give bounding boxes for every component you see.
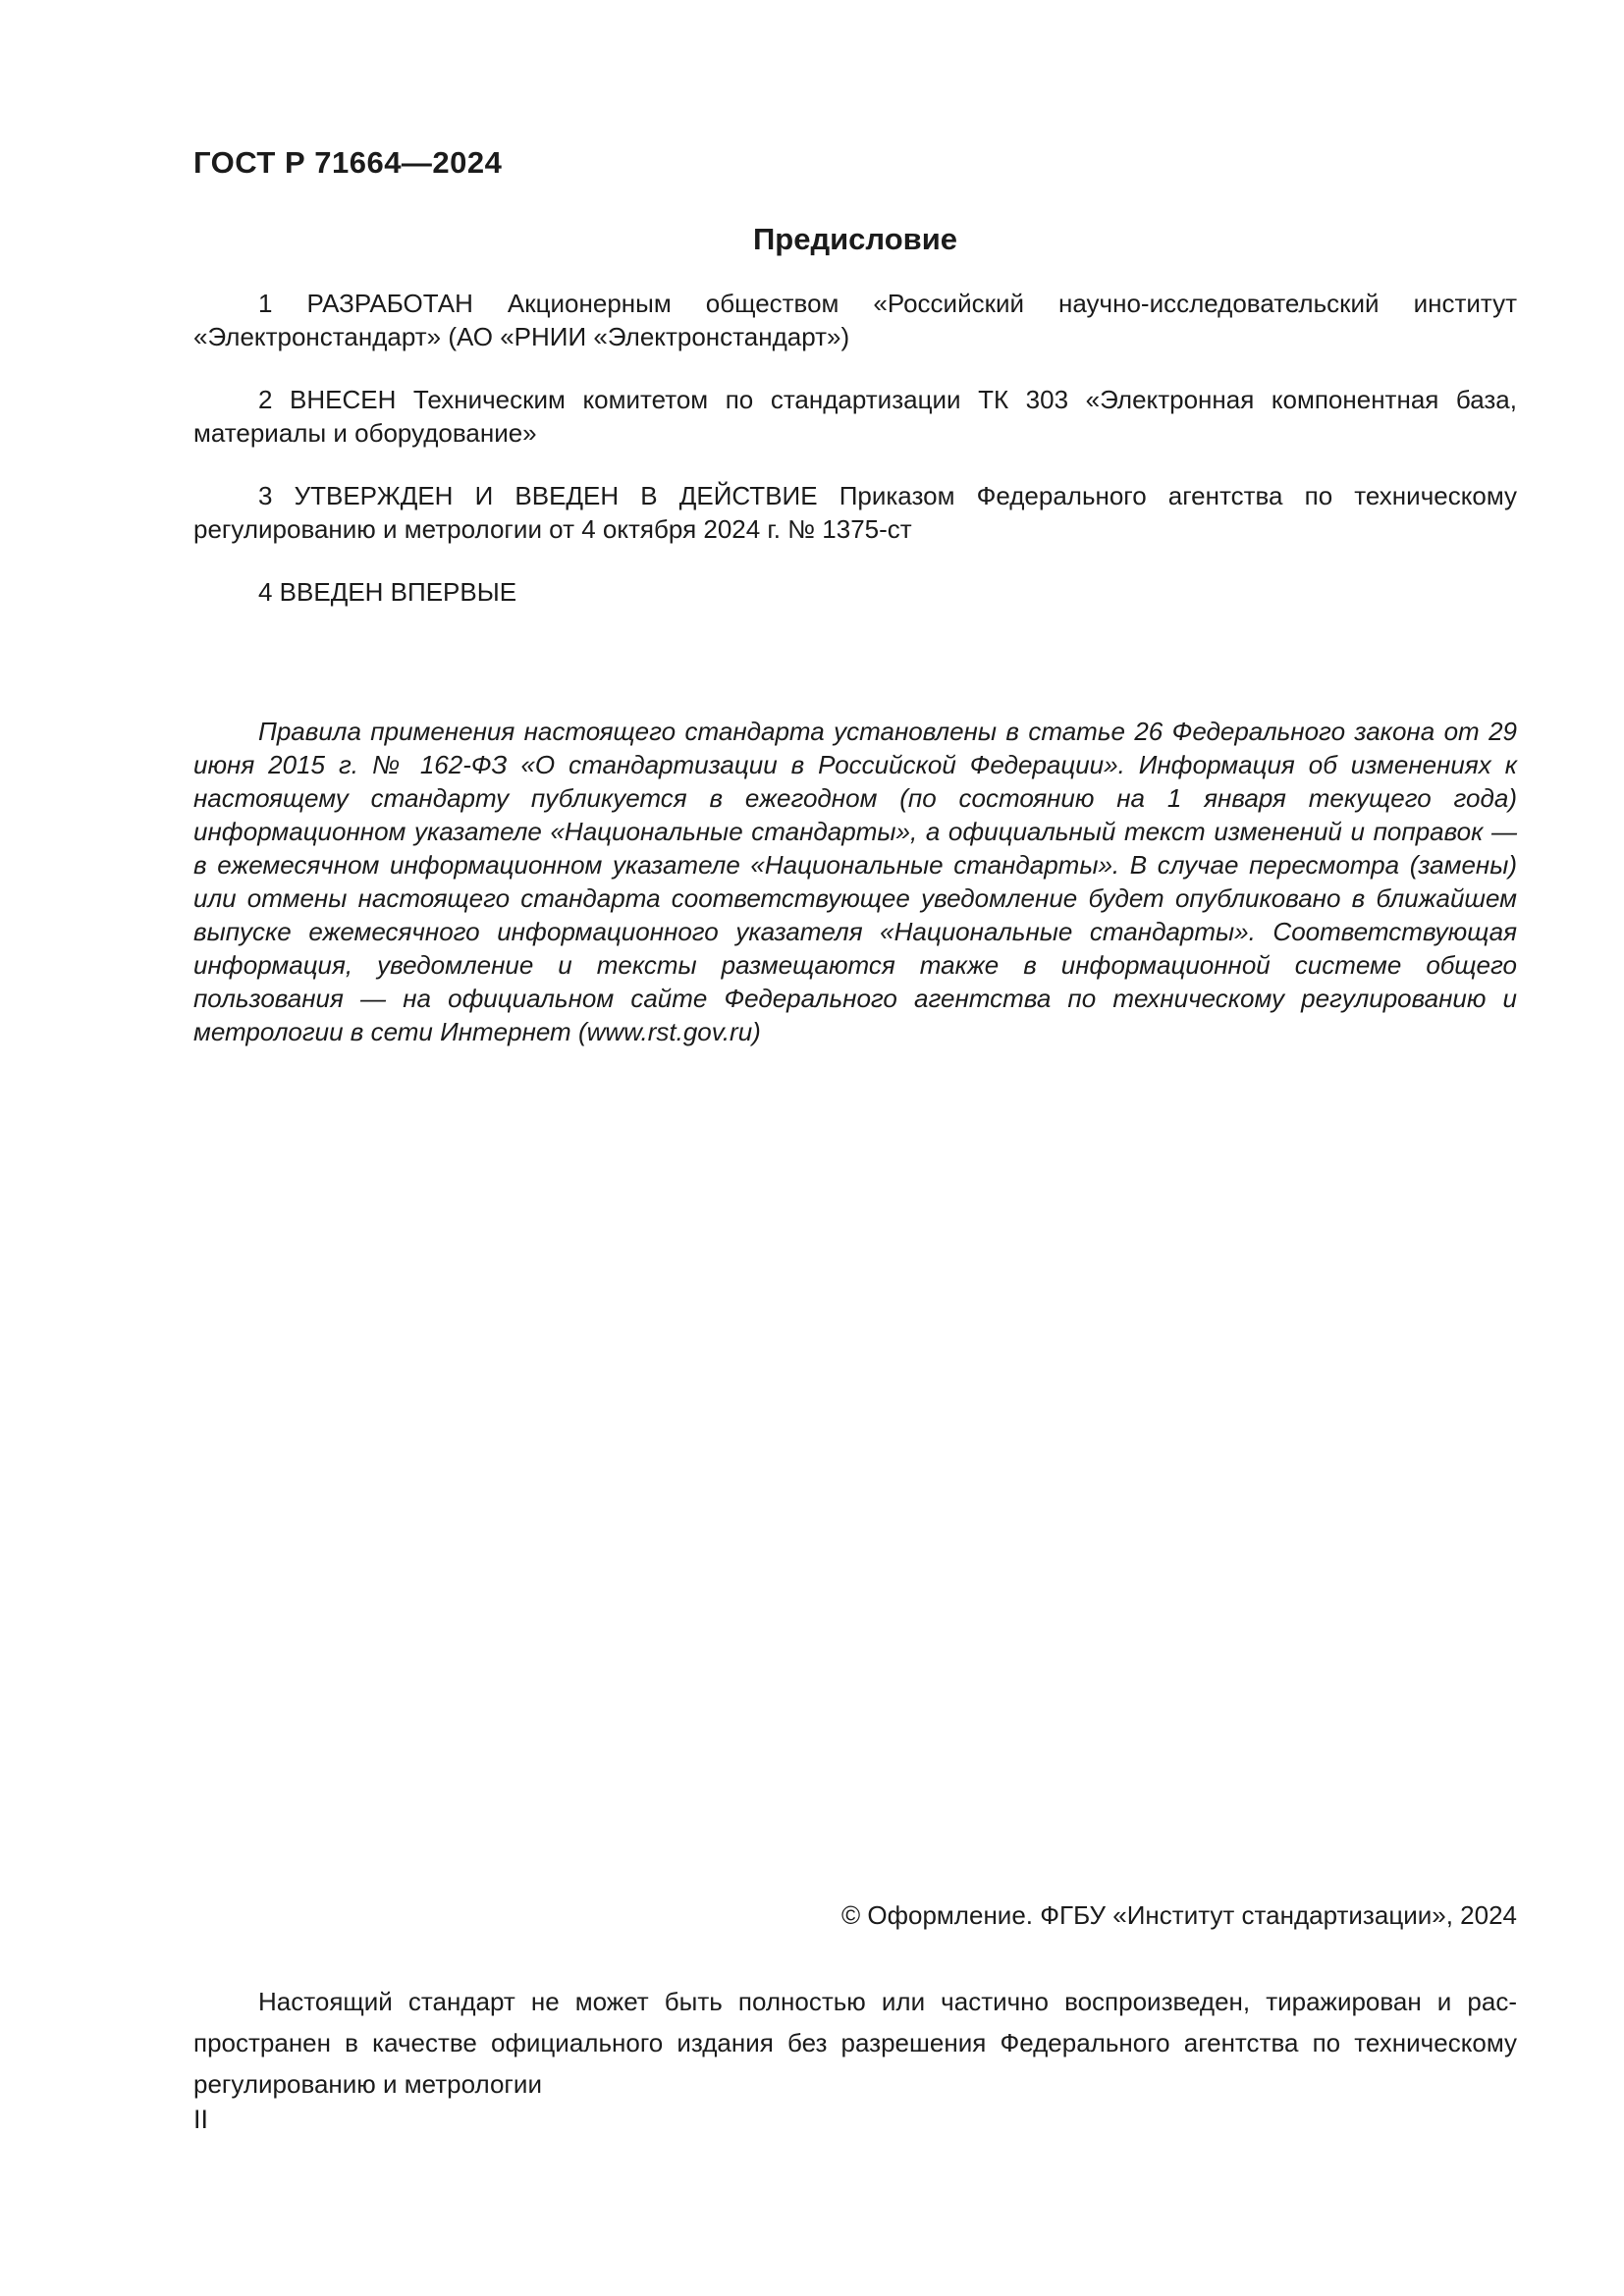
foreword-item-4: 4 ВВЕДЕН ВПЕРВЫЕ — [258, 577, 517, 607]
foreword-item-2: 2 ВНЕСЕН Техническим комитетом по стандартизации ТК 303 «Электронная компонентная база, материалы и оборудование» — [193, 385, 1517, 448]
section-title: Предисловие — [752, 222, 957, 256]
copyright-notice: © Оформление. ФГБУ «Институт стандартизации», 2024 — [841, 1900, 1517, 1930]
standard-designation: ГОСТ Р 71664—2024 — [193, 145, 503, 180]
foreword-content — [193, 287, 1517, 1048]
application-rules-notice: Правила применения настоящего стандарта установлены в статье 26 Федерального закона от 29 июня 2015 г. № 162-ФЗ «О стандартизации в Российской Федерации». Информация об изменениях к настоящему стандарту публикуется в ежегодном (по состоянию на 1 января текущего года) информационном указателе «Национальные стандарты», а официальный текст изменений и поправок — в ежемесячном информационном указателе «Национальные стандарты». В случае пересмотра (замены) или отмены настоящего стандарта соответствующее уведомление будет опубликовано в ближайшем выпуске ежемесячного информационного указателя «Национальные стандарты». Соответствующая информация, уведомление и тексты размещаются также в информационной системе общего пользования — на официальном сайте Федерального агентства по техническому регулированию и метрологии в сети Интернет (www.rst.gov.ru) — [193, 717, 1517, 1046]
foreword-item-3: 3 УТВЕРЖДЕН И ВВЕДЕН В ДЕЙСТВИЕ Приказом Федерального агентства по техническому регулированию и метрологии от 4 октября 2024 г. № 1375-ст — [193, 481, 1517, 544]
foreword-item-1: 1 РАЗРАБОТАН Акционерным обществом «Российский научно-исследовательский институт «Электронстандарт» (АО «РНИИ «Электронстандарт») — [193, 289, 1517, 351]
reproduction-restriction-notice: Настоящий стандарт не может быть полностью или частично воспроизведен, тиражирован и распространен в качестве официального издания без разрешения Федерального агентства по техническому регулированию и метрологии — [193, 1987, 1517, 2099]
page-number: II — [193, 2105, 209, 2134]
